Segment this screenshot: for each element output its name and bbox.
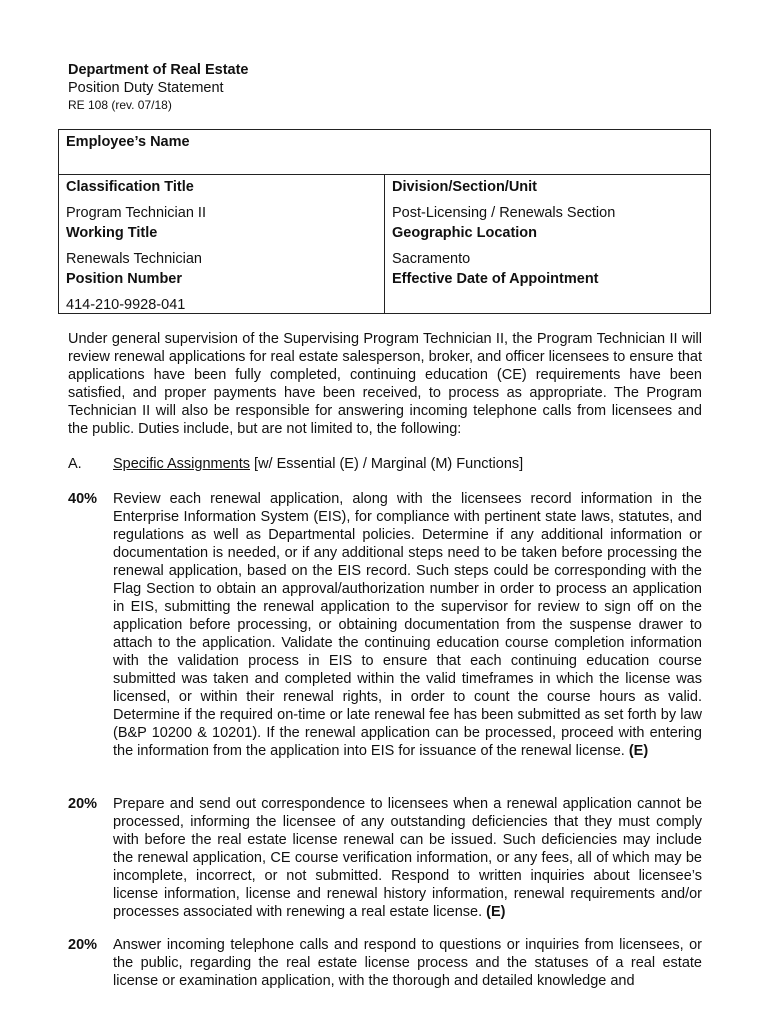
document-title: Position Duty Statement: [68, 80, 224, 96]
geographic-location-cell: [385, 221, 711, 267]
intro-paragraph: Under general supervision of the Supervising Program Technician II, the Program Technician II will review renewal applications for real estate salesperson, broker, and officer licensees to ensure that applications have been fully completed, continuing education (CE) requirements have been satisfied, and proper payments have been received, to process as appropriate. The Program Technician II will also be responsible for answering incoming telephone calls from licensees and the public. Duties include, but are not limited to, the following:: [68, 331, 702, 437]
duty-item: [68, 795, 702, 921]
duty-text-block: [113, 936, 702, 990]
duty-percent: 20%: [68, 937, 98, 953]
geographic-location-label: Geographic Location: [392, 225, 538, 241]
division-cell: [385, 175, 711, 222]
working-title-cell: [59, 221, 385, 267]
classification-row: [59, 175, 711, 222]
section-letter: A.: [68, 456, 82, 472]
employee-name-row: [59, 130, 711, 175]
position-number-row: [59, 267, 711, 314]
division-label: Division/Section/Unit: [392, 179, 538, 195]
duty-description: Answer incoming telephone calls and respond to questions or inquiries from licensees, or the public, regarding the real estate license process and the statuses of a real estate license or examination application, with the thorough and detailed knowledge and: [113, 937, 702, 989]
duty-text-block: [113, 795, 702, 921]
department-name: Department of Real Estate: [68, 62, 249, 78]
section-qualifier: [w/ Essential (E) / Marginal (M) Functions]: [250, 456, 524, 472]
duty-description: Prepare and send out correspondence to licensees when a renewal application cannot be processed, informing the licensee of any outstanding deficiencies that they must comply with before the real estate license renewal can be issued. Such deficiencies may include the renewal application, CE course verification information, or any fees, all of which may be incomplete, incorrect, or not submitted. Respond to written inquiries about licensee’s license information, license and renewal history information, renewal requirements and/or processes associated with renewing a real estate license.: [113, 796, 702, 920]
working-title-row: [59, 221, 711, 267]
position-number-cell: [59, 267, 385, 314]
position-number-value: 414-210-9928-041: [66, 297, 186, 313]
duty-item: [68, 490, 702, 760]
section-a-heading: [68, 455, 708, 473]
duty-function-marker: (E): [486, 904, 506, 920]
division-value: Post-Licensing / Renewals Section: [392, 205, 616, 221]
duty-text-block: [113, 490, 702, 760]
classification-title-label: Classification Title: [66, 179, 194, 195]
section-heading: Specific Assignments: [113, 456, 251, 472]
employee-name-label: Employee’s Name: [66, 134, 190, 150]
effective-date-cell: [385, 267, 711, 314]
working-title-value: Renewals Technician: [66, 251, 202, 267]
form-number: RE 108 (rev. 07/18): [68, 98, 172, 112]
duty-percent: 40%: [68, 491, 98, 507]
position-info-table: [58, 129, 711, 314]
duty-description: Review each renewal application, along with the licensees record information in the Enterprise Information System (EIS), for compliance with pertinent state laws, statutes, and regulations as well as Departmental policies. Determine if any additional information or documentation is needed, or if any additional steps need to be taken before processing the renewal application, based on the EIS record. Such steps could be corresponding with the Flag Section to obtain an approval/authorization number in order to process an application in EIS, submitting the renewal application to the supervisor for review to sign off on the application before processing, or obtaining documentation from the suspense drawer to attach to the application. Validate the continuing education course completion information with the validation process in EIS to ensure that each continuing education course submitted was taken and completed within the valid timeframes in which the license was licensed, or within their renewal rights, in order to count the course hours as valid. Determine if the required on-time or late renewal fee has been submitted as set forth by law (B&P 10200 & 10201). If the renewal application can be processed, proceed with entering the information from the application into EIS for issuance of the renewal license.: [113, 491, 702, 759]
duty-item: [68, 936, 702, 990]
position-number-label: Position Number: [66, 271, 183, 287]
duty-function-marker: (E): [628, 743, 649, 759]
effective-date-label: Effective Date of Appointment: [392, 271, 599, 287]
document-header: [68, 61, 249, 113]
working-title-label: Working Title: [66, 225, 158, 241]
employee-name-cell: [59, 130, 711, 175]
geographic-location-value: Sacramento: [392, 251, 471, 267]
classification-cell: [59, 175, 385, 222]
duty-percent: 20%: [68, 796, 98, 812]
classification-title-value: Program Technician II: [66, 205, 206, 221]
